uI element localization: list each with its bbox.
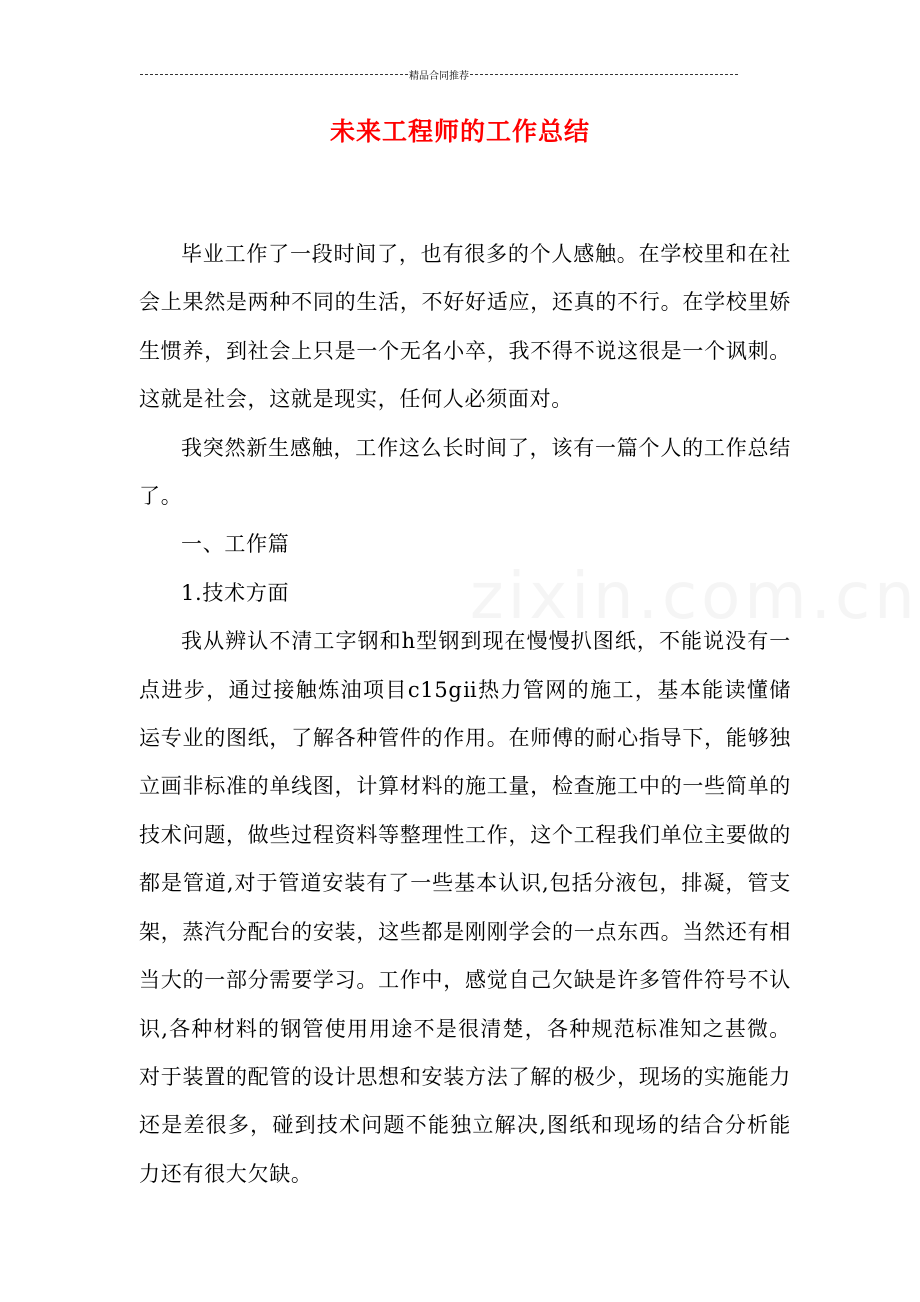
watermark: zixin.com.cn <box>470 560 919 634</box>
header-rule <box>140 64 738 84</box>
document-title: 未来工程师的工作总结 <box>329 117 590 146</box>
section-heading: 一、工作篇 <box>181 532 290 557</box>
subsection-heading: 1.技术方面 <box>181 580 290 605</box>
header-label: 精品合同推荐 <box>409 70 469 82</box>
header-dash-left <box>140 74 408 75</box>
paragraph: 我从辨认不清工字钢和h型钢到现在慢慢扒图纸，不能说没有一点进步，通过接触炼油项目c15gⅱ热力管网的施工，基本能读懂储运专业的图纸，了解各种管件的作用。在师傅的耐心指导下，能够独立画非标准的单线图，计算材料的施工量，检查施工中的一些简单的技术问题，做些过程资料等整理性工作，这个工程我们单位主要做的都是管道,对于管道安装有了一些基本认识,包括分液包，排凝，管支架，蒸汽分配台的安装，这些都是刚刚学会的一点东西。当然还有相当大的一部分需要学习。工作中，感觉自己欠缺是许多管件符号不认识,各种材料的钢管使用用途不是很清楚，各种规范标准知之甚微。对于装置的配管的设计思想和安装方法了解的极少，现场的实施能力还是差很多，碰到技术问题不能独立解决,图纸和现场的结合分析能力还有很大欠缺。 <box>139 629 791 1186</box>
paragraph: 毕业工作了一段时间了，也有很多的个人感触。在学校里和在社会上果然是两种不同的生活，不好好适应，还真的不行。在学校里娇生惯养，到社会上只是一个无名小卒，我不得不说这很是一个讽刺。这就是社会，这就是现实，任何人必须面对。 <box>139 242 791 412</box>
document-body <box>139 230 791 1198</box>
paragraph: 我突然新生感触，工作这么长时间了，该有一篇个人的工作总结了。 <box>139 435 791 509</box>
header-dash-right <box>470 74 738 75</box>
